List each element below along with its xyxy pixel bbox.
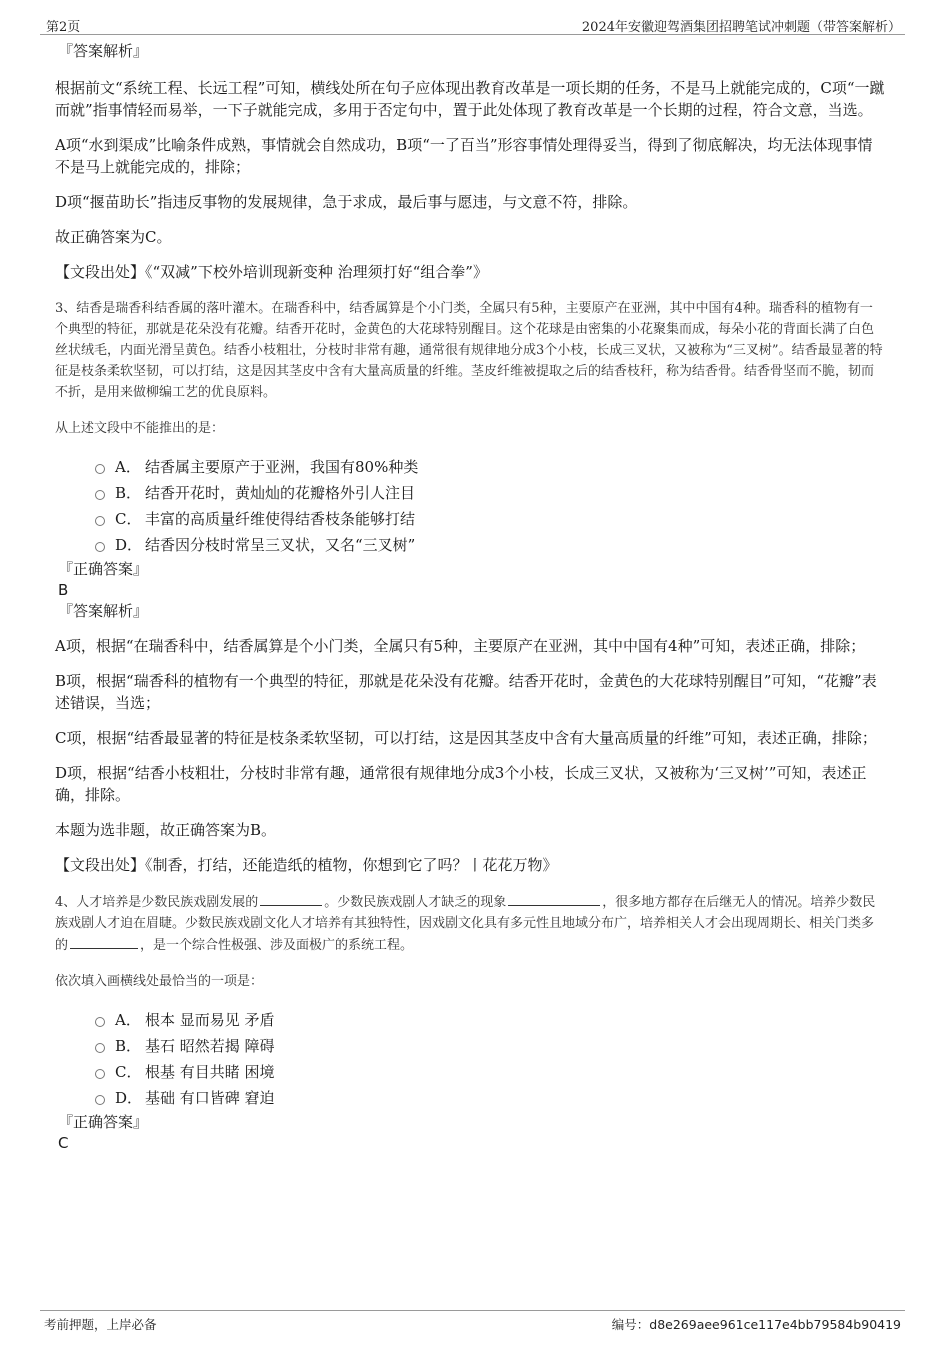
document-code [612,1315,901,1333]
option-a[interactable] [95,454,885,480]
analysis-label: 『答案解析』 [58,42,149,60]
fill-blank [70,934,138,949]
question-text-segment: ，是一个综合性极强、涉及面极广的系统工程。 [140,938,414,953]
fill-blank [508,891,600,906]
question-4-options [95,1007,885,1111]
radio-button[interactable] [95,1069,105,1079]
option-text: 结香因分枝时常呈三叉状，又名“三叉树” [145,536,416,554]
option-d[interactable] [95,532,885,558]
analysis-paragraph: 根据前文“系统工程、长远工程”可知，横线处所在句子应体现出教育改革是一项长期的任务，不是马上就能完成的，C项“一蹴而就”指事情轻而易举，一下子就能完成，多用于否定句中，置于此处体现了教育改革是一个长期的过程，符合文意，当选。 [55,79,885,119]
correct-answer: C [58,1134,69,1152]
option-letter: D． [115,1089,143,1107]
option-text: 丰富的高质量纤维使得结香枝条能够打结 [145,510,416,528]
option-letter: B． [115,484,142,502]
option-text: 根基 有目共睹 困境 [145,1063,275,1081]
code-label: 编号： [611,1317,650,1332]
code-value: d8e269aee961ce117e4bb79584b90419 [649,1317,901,1332]
correct-answer: B [58,581,69,599]
page-header [40,14,905,35]
option-text: 基石 昭然若揭 障碍 [145,1037,275,1055]
option-letter: A． [115,458,141,476]
question-text-segment: 。少数民族戏剧人才缺乏的现象 [324,895,507,910]
option-text: 结香属主要原产于亚洲，我国有80%种类 [145,458,419,476]
question-3-options [95,454,885,558]
document-title: 2024年安徽迎驾酒集团招聘笔试冲刺题（带答案解析） [581,20,901,35]
option-c[interactable] [95,1059,885,1085]
footer-slogan: 考前押题，上岸必备 [44,1317,157,1332]
option-text: 基础 有口皆碑 窘迫 [145,1089,275,1107]
option-letter: B． [115,1037,142,1055]
option-text: 结香开花时，黄灿灿的花瓣格外引人注目 [145,484,416,502]
option-c[interactable] [95,506,885,532]
question-text-segment: ，很多地方都存在后继无人的情况。培养少数民族戏剧人才迫在眉睫。少数民族戏剧文化人才培养有其独特性，因戏剧文化具有多元性且地域分布广，培养相关人才会出现周期长、相关门类多的 [55,895,876,953]
analysis-label: 『答案解析』 [58,602,149,620]
radio-button[interactable] [95,516,105,526]
analysis-paragraph: B项，根据“瑞香科的植物有一个典型的特征，那就是花朵没有花瓣。结香开花时，金黄色的大花球特别醒目”可知，“花瓣”表述错误，当选； [55,672,877,712]
radio-button[interactable] [95,542,105,552]
radio-button[interactable] [95,464,105,474]
correct-answer-label: 『正确答案』 [58,1113,149,1131]
question-4-text [55,891,885,956]
option-letter: C． [115,1063,142,1081]
final-answer-statement: 故正确答案为C。 [55,228,172,246]
page-footer [40,1310,905,1335]
question-text-segment: 4、人才培养是少数民族戏剧发展的 [55,895,259,910]
radio-button[interactable] [95,1043,105,1053]
analysis-paragraph: D项“揠苗助长”指违反事物的发展规律，急于求成，最后事与愿违，与文意不符，排除。 [55,193,638,211]
analysis-paragraph: D项，根据“结香小枝粗壮，分枝时非常有趣，通常很有规律地分成3个小枝，长成三叉状，又被称为‘三叉树’”可知，表述正确，排除。 [55,764,867,804]
question-4-prompt: 依次填入画横线处最恰当的一项是： [55,974,264,989]
option-letter: A． [115,1011,141,1029]
radio-button[interactable] [95,1017,105,1027]
source-citation: 【文段出处】《制香，打结，还能造纸的植物，你想到它了吗？丨花花万物》 [55,856,558,874]
radio-button[interactable] [95,490,105,500]
page-content [55,40,885,1153]
option-letter: C． [115,510,142,528]
analysis-paragraph: C项，根据“结香最显著的特征是枝条柔软坚韧，可以打结，这是因其茎皮中含有大量高质量的纤维”可知，表述正确，排除； [55,729,877,747]
analysis-paragraph: A项“水到渠成”比喻条件成熟，事情就会自然成功，B项“一了百当”形容事情处理得妥当，得到了彻底解决，均无法体现事情不是马上就能完成的，排除； [55,136,873,176]
source-citation: 【文段出处】《“双减”下校外培训现新变种 治理须打好“组合拳”》 [55,263,488,281]
option-a[interactable] [95,1007,885,1033]
question-3-prompt: 从上述文段中不能推出的是： [55,421,225,436]
radio-button[interactable] [95,1095,105,1105]
option-d[interactable] [95,1085,885,1111]
fill-blank [260,891,322,906]
option-b[interactable] [95,1033,885,1059]
option-text: 根本 显而易见 矛盾 [145,1011,275,1029]
option-b[interactable] [95,480,885,506]
option-letter: D． [115,536,143,554]
analysis-paragraph: A项，根据“在瑞香科中，结香属算是个小门类，全属只有5种，主要原产在亚洲，其中中国有4种”可知，表述正确，排除； [55,637,866,655]
final-answer-statement: 本题为选非题，故正确答案为B。 [55,821,277,839]
correct-answer-label: 『正确答案』 [58,560,149,578]
question-3-text: 3、结香是瑞香科结香属的落叶灌木。在瑞香科中，结香属算是个小门类，全属只有5种，主要原产在亚洲，其中中国有4种。瑞香科的植物有一个典型的特征，那就是花朵没有花瓣。结香开花时，金黄色的大花球特别醒目。这个花球是由密集的小花聚集而成，每朵小花的背面长满了白色丝状绒毛，内面光滑呈黄色。结香小枝粗壮，分枝时非常有趣，通常很有规律地分成3个小枝，长成三叉状，又被称为“三叉树”。结香最显著的特征是枝条柔软坚韧，可以打结，这是因其茎皮中含有大量高质量的纤维。茎皮纤维被提取之后的结香枝秆，称为结香骨。结香骨坚而不脆，韧而不折，是用来做柳编工艺的优良原料。 [55,301,883,400]
page-number: 第2页 [46,20,81,35]
